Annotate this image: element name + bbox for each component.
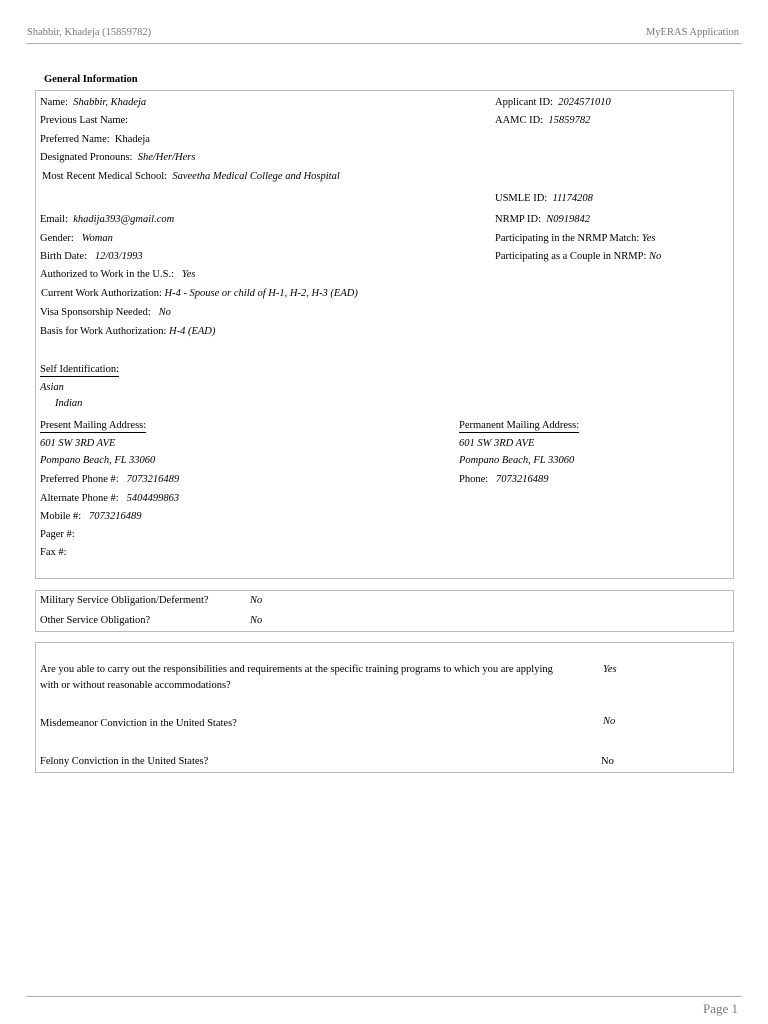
school-row xyxy=(42,171,340,182)
accommodations-question-line1: Are you able to carry out the responsibilities and requirements at the specific training programs to which you are applying xyxy=(40,664,553,675)
school-value: Saveetha Medical College and Hospital xyxy=(172,171,340,182)
header-divider xyxy=(27,43,741,44)
couple-row xyxy=(495,251,661,262)
misdemeanor-question: Misdemeanor Conviction in the United States? xyxy=(40,718,237,729)
prev-last-name-label: Previous Last Name: xyxy=(40,115,129,126)
applicant-id-label: Applicant ID: xyxy=(495,97,554,108)
header-applicant: Shabbir, Khadeja (15859782) xyxy=(27,27,152,38)
page-number: Page 1 xyxy=(702,1001,738,1016)
name-row xyxy=(40,97,146,108)
preferred-name-row xyxy=(40,134,150,145)
accommodations-answer: Yes xyxy=(603,664,617,675)
misdemeanor-answer: No xyxy=(603,716,616,727)
pronouns-value: She/Her/Hers xyxy=(137,152,196,163)
aamc-id-value: 15859782 xyxy=(548,115,591,126)
phone-label: Phone: xyxy=(459,474,489,485)
self-id-primary: Asian xyxy=(40,382,64,393)
nrmp-match-row xyxy=(495,233,656,244)
aamc-id-label: AAMC ID: xyxy=(495,115,544,126)
preferred-phone-label: Preferred Phone #: xyxy=(40,474,119,485)
applicant-id-row xyxy=(495,97,611,108)
name-value: Shabbir, Khadeja xyxy=(73,97,147,108)
basis-value: H-4 (EAD) xyxy=(169,326,216,337)
name-label: Name: xyxy=(40,97,68,108)
visa-value: No xyxy=(158,307,171,318)
current-auth-value: H-4 - Spouse or child of H-1, H-2, H-3 (EAD) xyxy=(164,288,358,299)
preferred-phone-row xyxy=(40,474,179,485)
nrmp-match-label: Participating in the NRMP Match: xyxy=(495,233,640,244)
aamc-id-row xyxy=(495,115,590,126)
preferred-name-value: Khadeja xyxy=(114,134,150,145)
fax-label: Fax #: xyxy=(40,547,67,558)
gender-value: Woman xyxy=(81,233,113,244)
couple-value: No xyxy=(649,251,662,262)
accommodations-question-line2: with or without reasonable accommodations? xyxy=(40,680,231,691)
alternate-phone-label: Alternate Phone #: xyxy=(40,493,119,504)
self-id-label: Self Identification: xyxy=(40,364,120,375)
mobile-row xyxy=(40,511,142,522)
permanent-address-heading xyxy=(459,420,579,431)
visa-label: Visa Sponsorship Needed: xyxy=(40,307,151,318)
preferred-phone-value: 7073216489 xyxy=(126,474,180,485)
email-row xyxy=(40,214,174,225)
pager-label: Pager #: xyxy=(40,529,75,540)
header-app-title: MyERAS Application xyxy=(645,27,739,38)
other-service-value: No xyxy=(250,615,263,626)
basis-row xyxy=(40,326,215,337)
questions-box xyxy=(35,642,734,773)
self-id-secondary: Indian xyxy=(55,398,83,409)
military-label: Military Service Obligation/Deferment? xyxy=(40,595,209,606)
authorized-row xyxy=(40,269,196,280)
preferred-name-label: Preferred Name: xyxy=(40,134,110,145)
alternate-phone-row xyxy=(40,493,179,504)
couple-label: Participating as a Couple in NRMP: xyxy=(495,251,647,262)
felony-question: Felony Conviction in the United States? xyxy=(40,756,209,767)
birth-date-row xyxy=(40,251,143,262)
mobile-label: Mobile #: xyxy=(40,511,82,522)
phone-row xyxy=(459,474,549,485)
self-id-heading xyxy=(40,364,119,375)
alternate-phone-value: 5404499863 xyxy=(126,493,180,504)
nrmp-id-value: N0919842 xyxy=(546,214,591,225)
current-auth-row xyxy=(41,288,358,299)
usmle-id-value: 11174208 xyxy=(552,193,593,204)
email-value: khadija393@gmail.com xyxy=(73,214,175,225)
birth-date-label: Birth Date: xyxy=(40,251,87,262)
usmle-id-row xyxy=(495,193,593,204)
pronouns-row xyxy=(40,152,195,163)
gender-row xyxy=(40,233,113,244)
applicant-id-value: 2024571010 xyxy=(558,97,611,108)
authorized-label: Authorized to Work in the U.S.: xyxy=(40,269,174,280)
current-auth-label: Current Work Authorization: xyxy=(41,288,162,299)
gender-label: Gender: xyxy=(40,233,74,244)
present-address-line2: Pompano Beach, FL 33060 xyxy=(40,455,156,466)
school-label: Most Recent Medical School: xyxy=(42,171,168,182)
nrmp-match-value: Yes xyxy=(641,233,656,244)
present-address-heading xyxy=(40,420,146,431)
present-address-line1: 601 SW 3RD AVE xyxy=(40,438,116,449)
birth-date-value: 12/03/1993 xyxy=(94,251,143,262)
mobile-value: 7073216489 xyxy=(89,511,142,522)
visa-row xyxy=(40,307,171,318)
nrmp-id-label: NRMP ID: xyxy=(495,214,541,225)
email-label: Email: xyxy=(40,214,68,225)
phone-value: 7073216489 xyxy=(496,474,549,485)
permanent-address-label: Permanent Mailing Address: xyxy=(459,420,580,431)
section-title-general: General Information xyxy=(44,74,138,85)
military-value: No xyxy=(250,595,263,606)
present-address-label: Present Mailing Address: xyxy=(40,420,147,431)
permanent-address-line1: 601 SW 3RD AVE xyxy=(459,438,535,449)
authorized-value: Yes xyxy=(181,269,196,280)
other-service-label: Other Service Obligation? xyxy=(40,615,151,626)
footer-divider xyxy=(27,996,741,997)
permanent-address-line2: Pompano Beach, FL 33060 xyxy=(459,455,575,466)
felony-answer: No xyxy=(601,756,614,767)
usmle-id-label: USMLE ID: xyxy=(495,193,548,204)
basis-label: Basis for Work Authorization: xyxy=(40,326,167,337)
pronouns-label: Designated Pronouns: xyxy=(40,152,133,163)
nrmp-id-row xyxy=(495,214,590,225)
